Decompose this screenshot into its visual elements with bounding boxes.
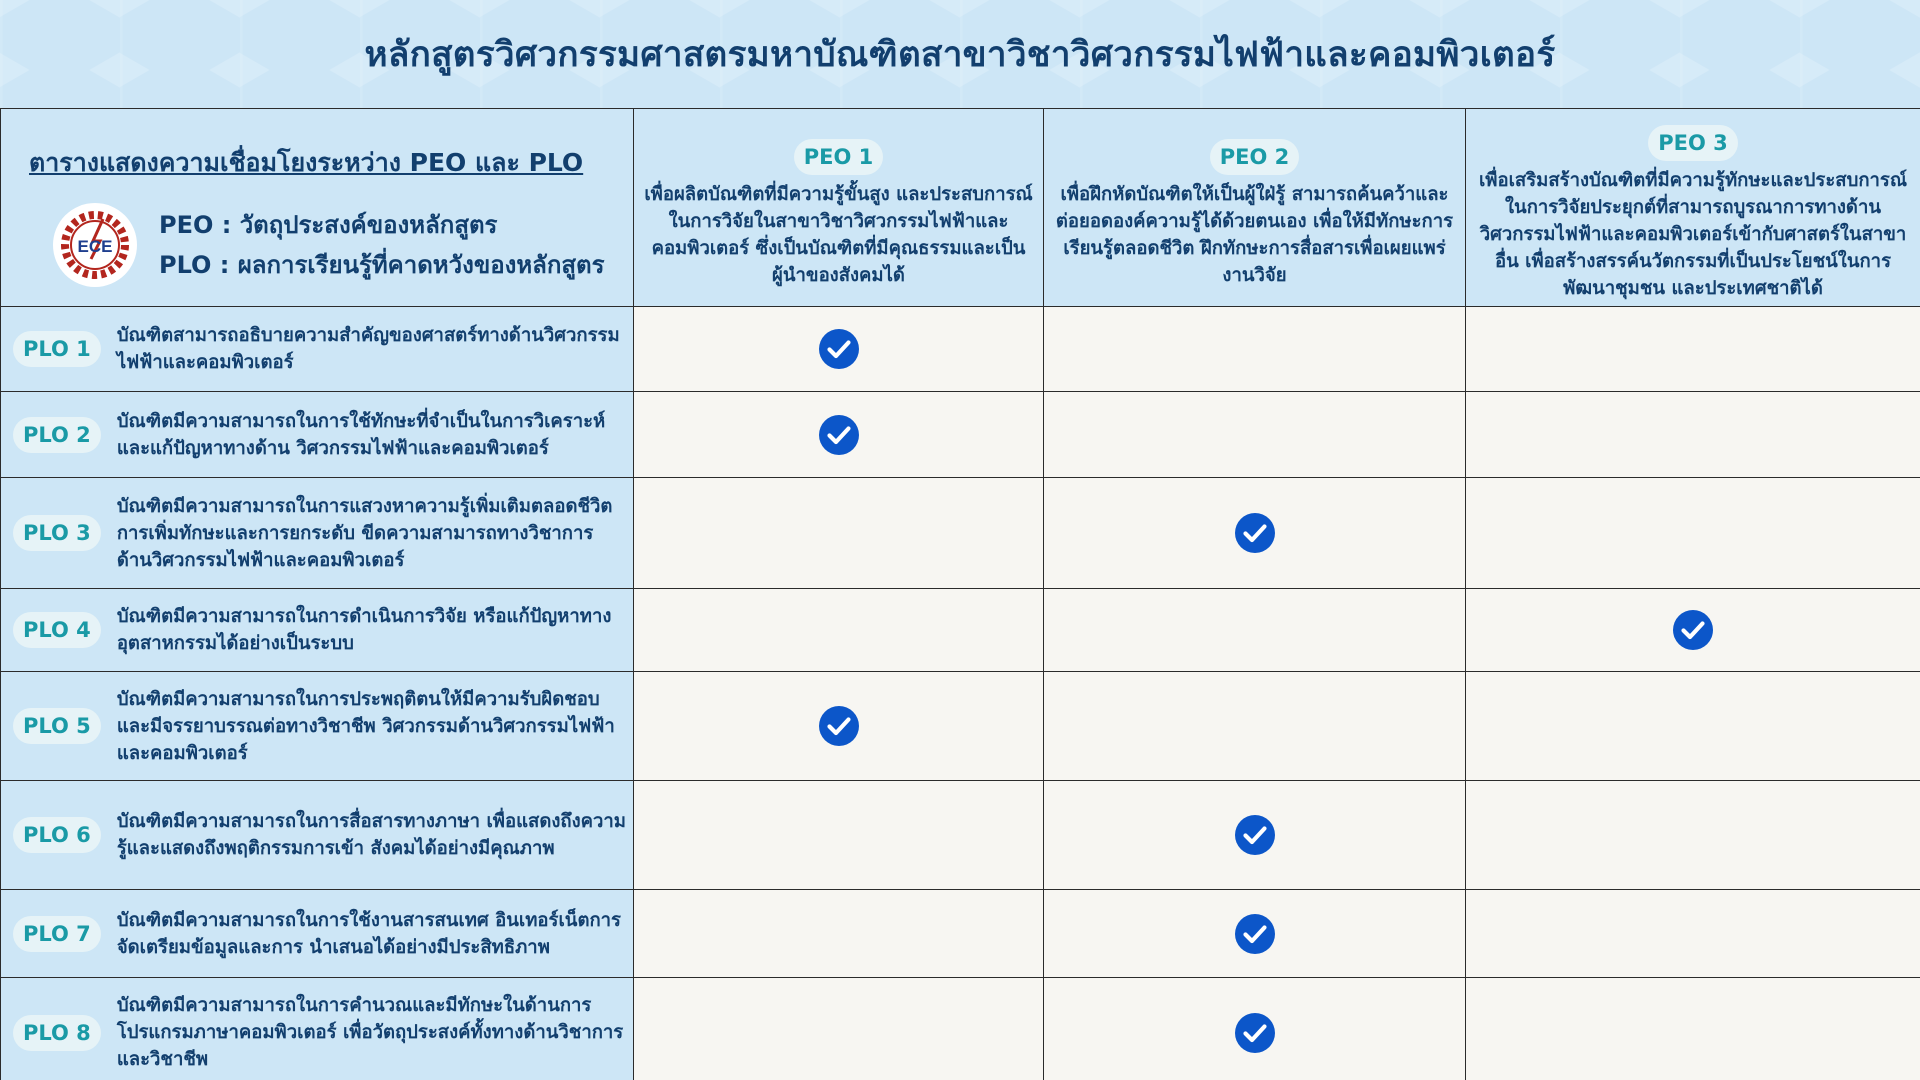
table-corner <box>1 109 634 307</box>
plo-label: PLO 1 <box>13 331 101 367</box>
check-circle-icon <box>818 328 860 370</box>
page-title: หลักสูตรวิศวกรรมศาสตรมหาบัณฑิตสาขาวิชาวิศวกรรมไฟฟ้าและคอมพิวเตอร์ <box>364 34 1556 75</box>
plo-label: PLO 3 <box>13 515 101 551</box>
legend-plo: PLO : ผลการเรียนรู้ที่คาดหวังของหลักสูตร <box>159 250 605 279</box>
mapping-cell-peo-3 <box>1466 672 1920 781</box>
mapping-cell-peo-2 <box>1044 589 1466 672</box>
mapping-cell-peo-2 <box>1044 392 1466 478</box>
plo-description: บัณฑิตสามารถอธิบายความสำคัญของศาสตร์ทางด้านวิศวกรรมไฟฟ้าและคอมพิวเตอร์ <box>116 325 620 373</box>
ece-logo-icon <box>53 203 137 287</box>
mapping-cell-peo-3 <box>1466 890 1920 978</box>
mapping-cell-peo-3 <box>1466 307 1920 392</box>
mapping-cell-peo-1 <box>634 890 1044 978</box>
peo-label: PEO 2 <box>1210 139 1300 175</box>
plo-description: บัณฑิตมีความสามารถในการใช้งานสารสนเทศ อินเทอร์เน็ตการจัดเตรียมข้อมูลและการ นำเสนอได้อย่างมีประสิทธิภาพ <box>116 909 621 958</box>
mapping-cell-peo-2 <box>1044 781 1466 890</box>
mapping-cell-peo-3 <box>1466 478 1920 589</box>
mapping-cell-peo-2 <box>1044 978 1466 1080</box>
check-circle-icon <box>1234 913 1276 955</box>
mapping-cell-peo-1 <box>634 978 1044 1080</box>
plo-description: บัณฑิตมีความสามารถในการแสวงหาความรู้เพิ่มเติมตลอดชีวิต การเพิ่มทักษะและการยกระดับ ขีดความสามารถทางวิชาการด้านวิศวกรรมไฟฟ้าและคอมพิวเตอร์ <box>116 495 613 571</box>
mapping-cell-peo-1 <box>634 589 1044 672</box>
mapping-cell-peo-2 <box>1044 672 1466 781</box>
table-row <box>1 392 1920 478</box>
plo-cell <box>1 307 634 392</box>
mapping-cell-peo-1 <box>634 307 1044 392</box>
table-heading: ตารางแสดงความเชื่อมโยงระหว่าง PEO และ PLO <box>29 147 584 177</box>
plo-cell <box>1 890 634 978</box>
check-circle-icon <box>1234 1012 1276 1054</box>
peo-header-1 <box>634 109 1044 307</box>
mapping-cell-peo-3 <box>1466 978 1920 1080</box>
plo-description: บัณฑิตมีความสามารถในการดำเนินการวิจัย หรือแก้ปัญหาทางอุตสาหกรรมได้อย่างเป็นระบบ <box>116 606 612 654</box>
peo-description: เพื่อผลิตบัณฑิตที่มีความรู้ขั้นสูง และประสบการณ์ในการวิจัยในสาขาวิชาวิศวกรรมไฟฟ้าและคอมพิวเตอร์ ซึ่งเป็นบัณฑิตที่มีคุณธรรมและเป็นผู้นำของสังคมได้ <box>644 183 1033 286</box>
table-row <box>1 781 1920 890</box>
title-banner <box>0 0 1920 108</box>
plo-label: PLO 6 <box>13 817 101 853</box>
plo-description: บัณฑิตมีความสามารถในการประพฤติตนให้มีความรับผิดชอบ และมีจรรยาบรรณต่อทางวิชาชีพ วิศวกรรมด้านวิศวกรรมไฟฟ้าและคอมพิวเตอร์ <box>116 688 615 764</box>
plo-description: บัณฑิตมีความสามารถในการคำนวณและมีทักษะในด้านการโปรแกรมภาษาคอมพิวเตอร์ เพื่อวัตถุประสงค์ทั้งทางด้านวิชาการและวิชาชีพ <box>116 995 624 1070</box>
plo-cell <box>1 392 634 478</box>
table-row <box>1 589 1920 672</box>
peo-description: เพื่อเสริมสร้างบัณฑิตที่มีความรู้ทักษะและประสบการณ์ในการวิจัยประยุกต์ที่สามารถบูรณาการทางด้านวิศวกรรมไฟฟ้าและคอมพิวเตอร์เข้ากับศาสตร์ในสาขาอื่น เพื่อสร้างสรรค์นวัตกรรมที่เป็นประโยชน์ในการพัฒนาชุมชน และประเทศชาติได้ <box>1478 170 1908 299</box>
peo-label: PEO 3 <box>1648 125 1738 161</box>
table-row <box>1 672 1920 781</box>
plo-rows <box>1 307 1920 1080</box>
plo-cell <box>1 781 634 890</box>
plo-description: บัณฑิตมีความสามารถในการใช้ทักษะที่จำเป็นในการวิเคราะห์และแก้ปัญหาทางด้าน วิศวกรรมไฟฟ้าและคอมพิวเตอร์ <box>116 410 606 459</box>
plo-label: PLO 7 <box>13 916 101 952</box>
check-circle-icon <box>818 705 860 747</box>
plo-description: บัณฑิตมีความสามารถในการสื่อสารทางภาษา เพื่อแสดงถึงความรู้และแสดงถึงพฤติกรรมการเข้า สังคมได้อย่างมีคุณภาพ <box>116 811 626 859</box>
peo-header-2 <box>1044 109 1466 307</box>
plo-cell <box>1 478 634 589</box>
table-row <box>1 890 1920 978</box>
mapping-cell-peo-1 <box>634 781 1044 890</box>
table-row <box>1 478 1920 589</box>
plo-cell <box>1 672 634 781</box>
mapping-cell-peo-2 <box>1044 478 1466 589</box>
plo-cell <box>1 978 634 1080</box>
svg-text:ECE: ECE <box>77 236 113 256</box>
plo-label: PLO 2 <box>13 417 101 453</box>
mapping-cell-peo-1 <box>634 392 1044 478</box>
mapping-cell-peo-2 <box>1044 890 1466 978</box>
plo-label: PLO 4 <box>13 612 101 648</box>
header-row <box>1 109 1920 307</box>
check-circle-icon <box>1672 609 1714 651</box>
table-row <box>1 307 1920 392</box>
check-circle-icon <box>1234 512 1276 554</box>
check-circle-icon <box>818 414 860 456</box>
check-circle-icon <box>1234 814 1276 856</box>
table-row <box>1 978 1920 1080</box>
peo-label: PEO 1 <box>794 139 884 175</box>
plo-label: PLO 8 <box>13 1015 101 1051</box>
mapping-cell-peo-1 <box>634 672 1044 781</box>
mapping-cell-peo-3 <box>1466 781 1920 890</box>
mapping-cell-peo-3 <box>1466 392 1920 478</box>
legend-peo: PEO : วัตถุประสงค์ของหลักสูตร <box>159 210 498 239</box>
mapping-cell-peo-3 <box>1466 589 1920 672</box>
peo-description: เพื่อฝึกหัดบัณฑิตให้เป็นผู้ใฝ่รู้ สามารถค้นคว้าและต่อยอดองค์ความรู้ได้ด้วยตนเอง เพื่อให้มีทักษะการเรียนรู้ตลอดชีวิต ฝึกทักษะการสื่อสารเพื่อเผยแพร่งานวิจัย <box>1055 183 1454 286</box>
plo-label: PLO 5 <box>13 708 101 744</box>
mapping-cell-peo-2 <box>1044 307 1466 392</box>
plo-cell <box>1 589 634 672</box>
peo-plo-table <box>0 108 1920 1080</box>
peo-header-3 <box>1466 109 1920 307</box>
mapping-cell-peo-1 <box>634 478 1044 589</box>
